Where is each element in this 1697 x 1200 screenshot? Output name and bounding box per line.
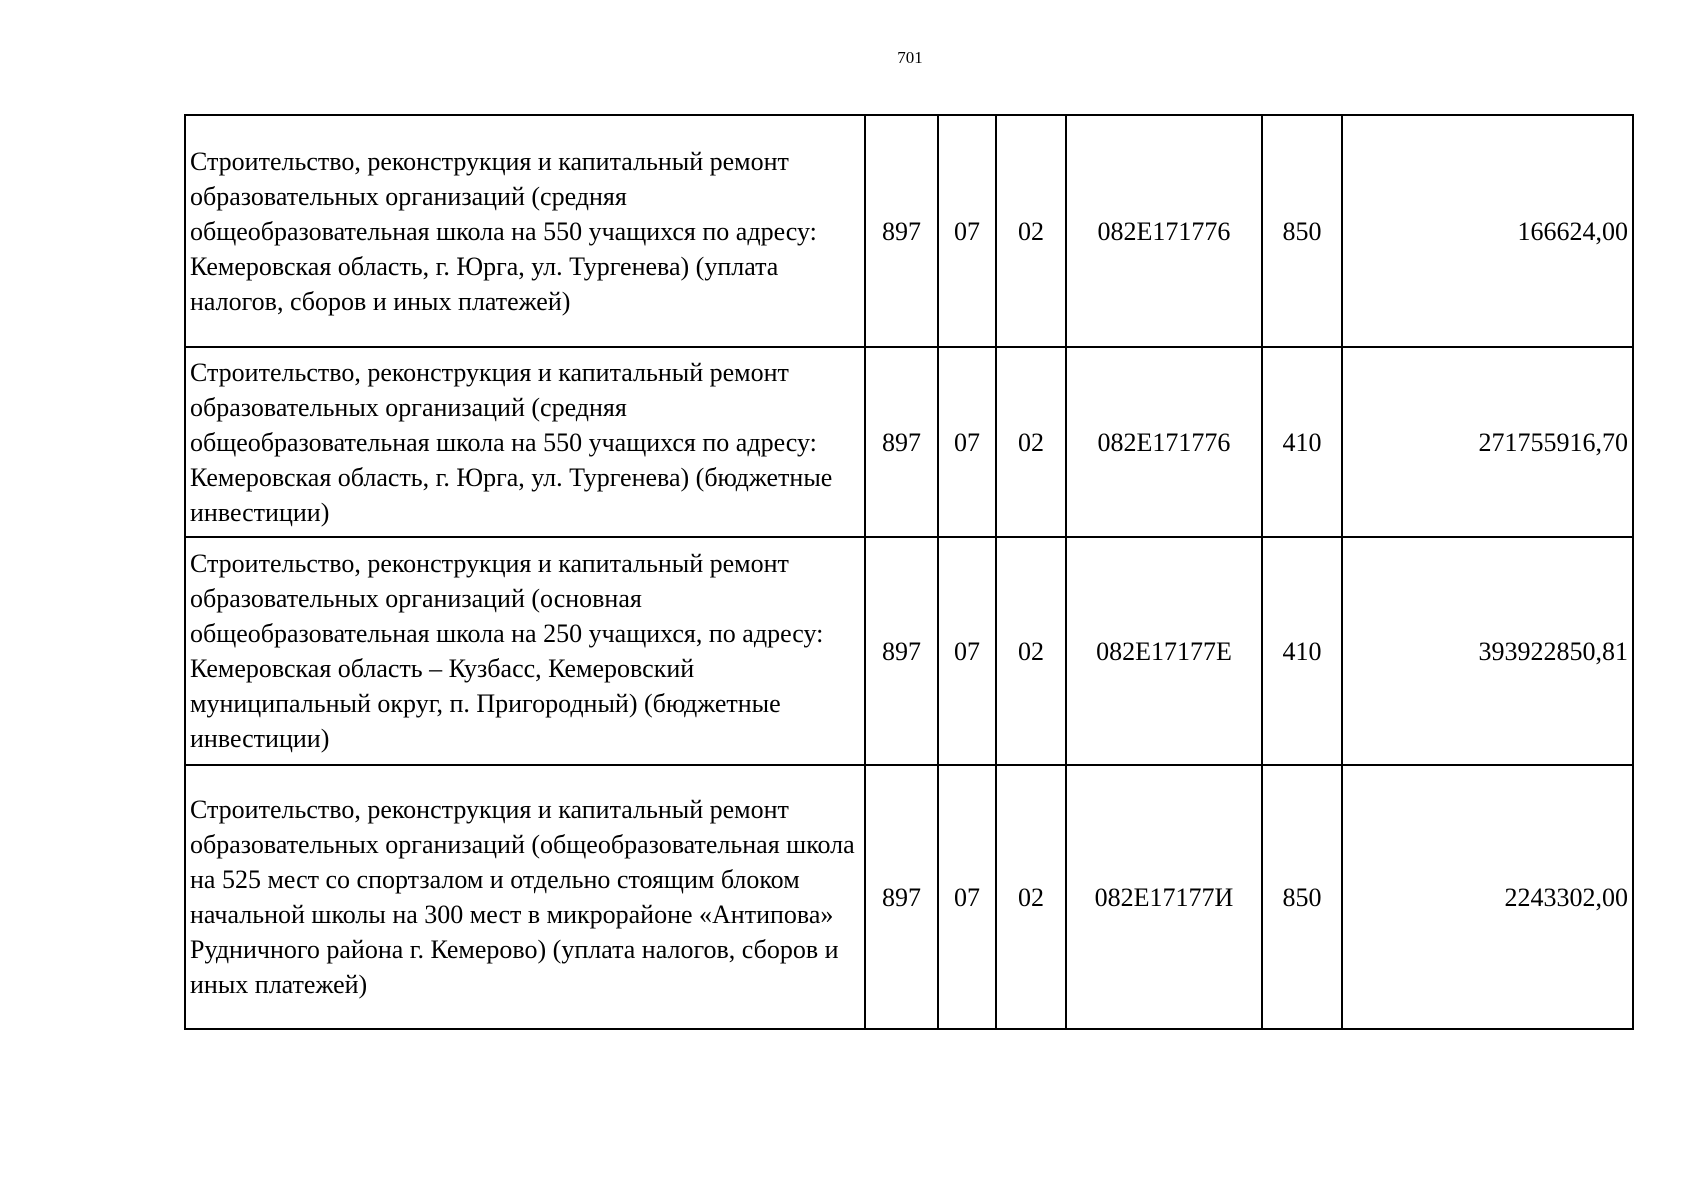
- description-cell: Строительство, реконструкция и капитальный ремонт образовательных организаций (средняя общеобразовательная школа на 550 учащихся по адресу: Кемеровская область, г. Юрга, ул. Тургенева) (бюджетные инвестиции): [185, 347, 865, 537]
- table-row: [185, 347, 1633, 537]
- description-cell: Строительство, реконструкция и капитальный ремонт образовательных организаций (основная общеобразовательная школа на 250 учащихся, по адресу: Кемеровская область – Кузбасс, Кемеровский муниципальный округ, п. Пригородный) (бюджетные инвестиции): [185, 537, 865, 765]
- ministry-code-cell: 897: [865, 347, 938, 537]
- expense-type-cell: 850: [1262, 765, 1342, 1029]
- amount-cell: 393922850,81: [1342, 537, 1633, 765]
- expense-type-cell: 850: [1262, 115, 1342, 347]
- amount-cell: 271755916,70: [1342, 347, 1633, 537]
- amount-cell: 166624,00: [1342, 115, 1633, 347]
- section-code-cell: 07: [938, 115, 996, 347]
- ministry-code-cell: 897: [865, 537, 938, 765]
- table-row: [185, 765, 1633, 1029]
- target-article-cell: 082E17177И: [1066, 765, 1262, 1029]
- subsection-code-cell: 02: [996, 347, 1066, 537]
- page-number: 701: [897, 48, 923, 67]
- description-cell: Строительство, реконструкция и капитальный ремонт образовательных организаций (средняя общеобразовательная школа на 550 учащихся по адресу: Кемеровская область, г. Юрга, ул. Тургенева) (уплата налогов, сборов и иных платежей): [185, 115, 865, 347]
- subsection-code-cell: 02: [996, 765, 1066, 1029]
- target-article-cell: 082E171776: [1066, 115, 1262, 347]
- ministry-code-cell: 897: [865, 765, 938, 1029]
- target-article-cell: 082E17177E: [1066, 537, 1262, 765]
- subsection-code-cell: 02: [996, 537, 1066, 765]
- section-code-cell: 07: [938, 765, 996, 1029]
- section-code-cell: 07: [938, 347, 996, 537]
- table-row: [185, 537, 1633, 765]
- section-code-cell: 07: [938, 537, 996, 765]
- table-row: [185, 115, 1633, 347]
- description-cell: Строительство, реконструкция и капитальный ремонт образовательных организаций (общеобразовательная школа на 525 мест со спортзалом и отдельно стоящим блоком начальной школы на 300 мест в микрорайоне «Антипова» Рудничного района г. Кемерово) (уплата налогов, сборов и иных платежей): [185, 765, 865, 1029]
- target-article-cell: 082E171776: [1066, 347, 1262, 537]
- expense-type-cell: 410: [1262, 347, 1342, 537]
- amount-cell: 2243302,00: [1342, 765, 1633, 1029]
- expense-type-cell: 410: [1262, 537, 1342, 765]
- subsection-code-cell: 02: [996, 115, 1066, 347]
- budget-table: [184, 114, 1634, 1030]
- ministry-code-cell: 897: [865, 115, 938, 347]
